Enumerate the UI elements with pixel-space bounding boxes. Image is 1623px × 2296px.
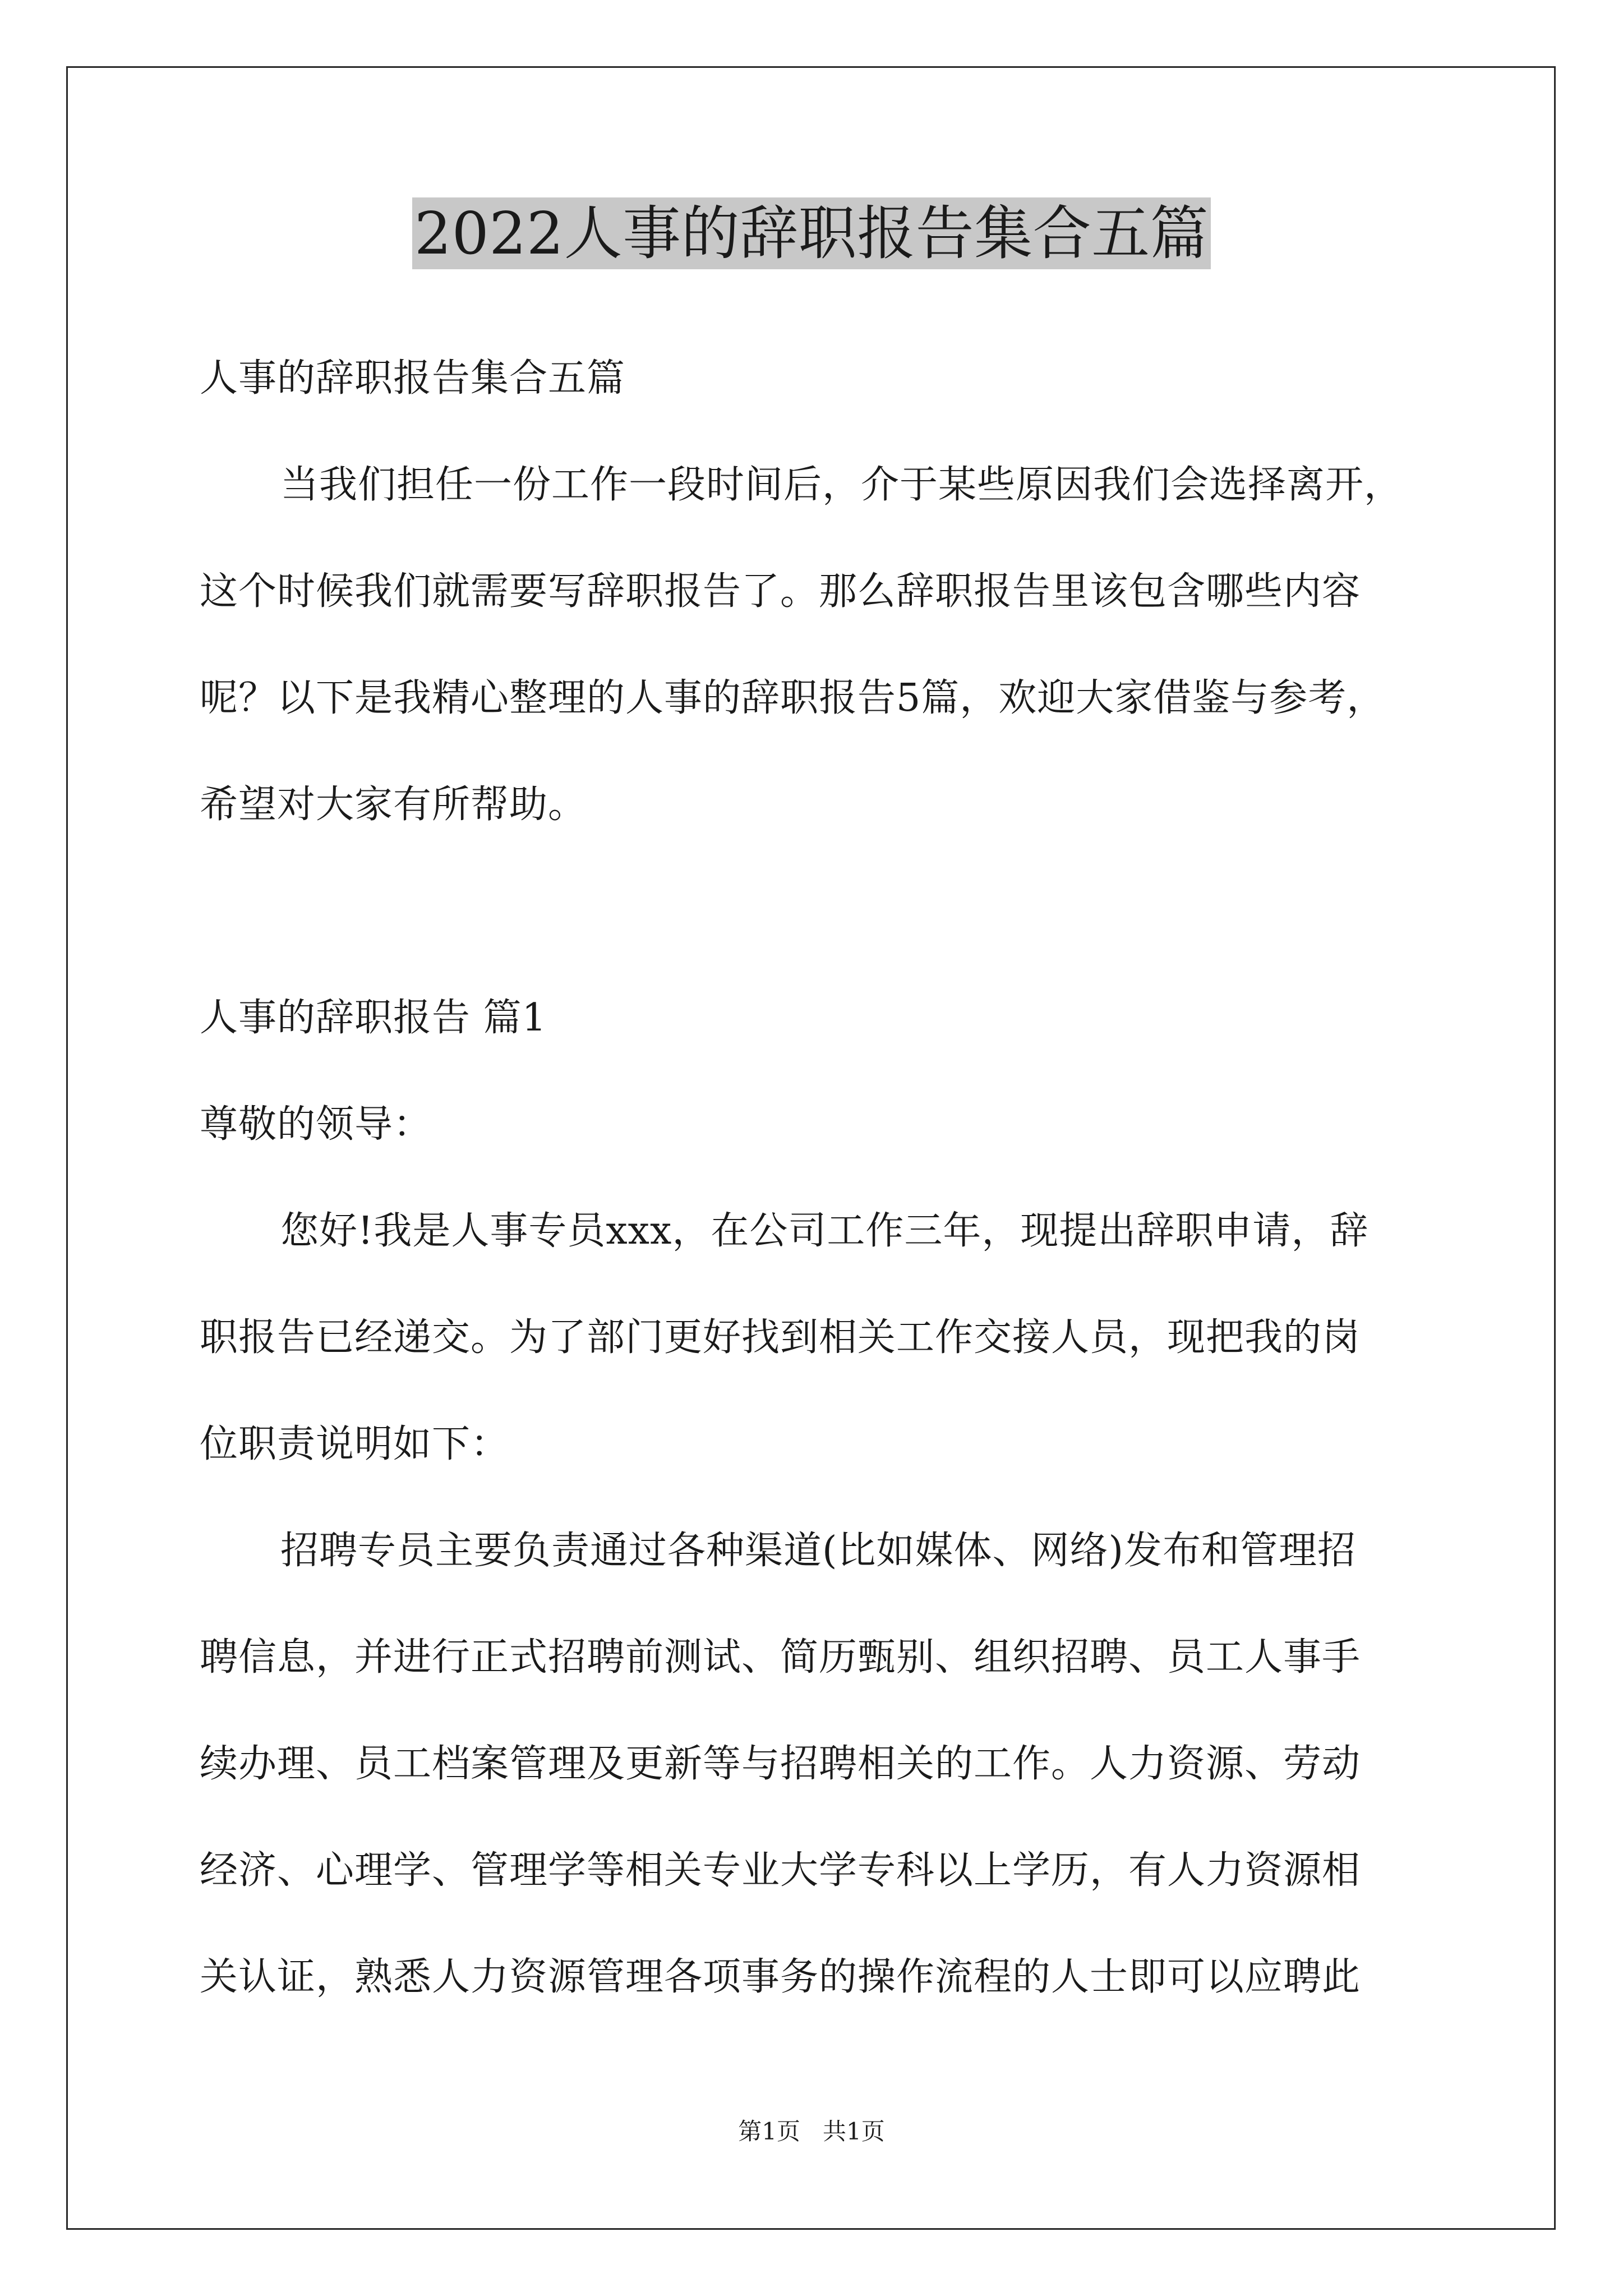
document-subtitle: 人事的辞职报告集合五篇	[200, 356, 626, 401]
intro-line: 当我们担任一份工作一段时间后，介于某些原因我们会选择离开，	[280, 463, 1403, 507]
intro-line: 这个时候我们就需要写辞职报告了。那么辞职报告里该包含哪些内容	[200, 569, 1361, 614]
paragraph-line: 续办理、员工档案管理及更新等与招聘相关的工作。人力资源、劳动	[200, 1742, 1361, 1786]
paragraph-line: 经济、心理学、管理学等相关专业大学专科以上学历，有人力资源相	[200, 1848, 1361, 1893]
paragraph-line: 聘信息，并进行正式招聘前测试、简历甄别、组织招聘、员工人事手	[200, 1635, 1361, 1680]
salutation: 尊敬的领导：	[200, 1102, 432, 1147]
section-heading: 人事的辞职报告 篇1	[200, 996, 547, 1040]
paragraph-line: 您好!我是人事专员xxx，在公司工作三年，现提出辞职申请，辞	[280, 1209, 1369, 1253]
page-footer: 第1页 共1页	[738, 2118, 885, 2145]
paragraph-line: 职报告已经递交。为了部门更好找到相关工作交接人员，现把我的岗	[200, 1315, 1361, 1360]
paragraph-line: 位职责说明如下：	[200, 1422, 510, 1466]
document-title: 2022人事的辞职报告集合五篇	[412, 197, 1211, 269]
title-container	[0, 197, 1623, 269]
intro-line: 希望对大家有所帮助。	[200, 783, 587, 827]
paragraph-line: 关认证，熟悉人力资源管理各项事务的操作流程的人士即可以应聘此	[200, 1955, 1361, 1999]
intro-line: 呢？以下是我精心整理的人事的辞职报告5篇，欢迎大家借鉴与参考，	[200, 676, 1386, 720]
paragraph-line: 招聘专员主要负责通过各种渠道(比如媒体、网络)发布和管理招	[280, 1529, 1357, 1573]
